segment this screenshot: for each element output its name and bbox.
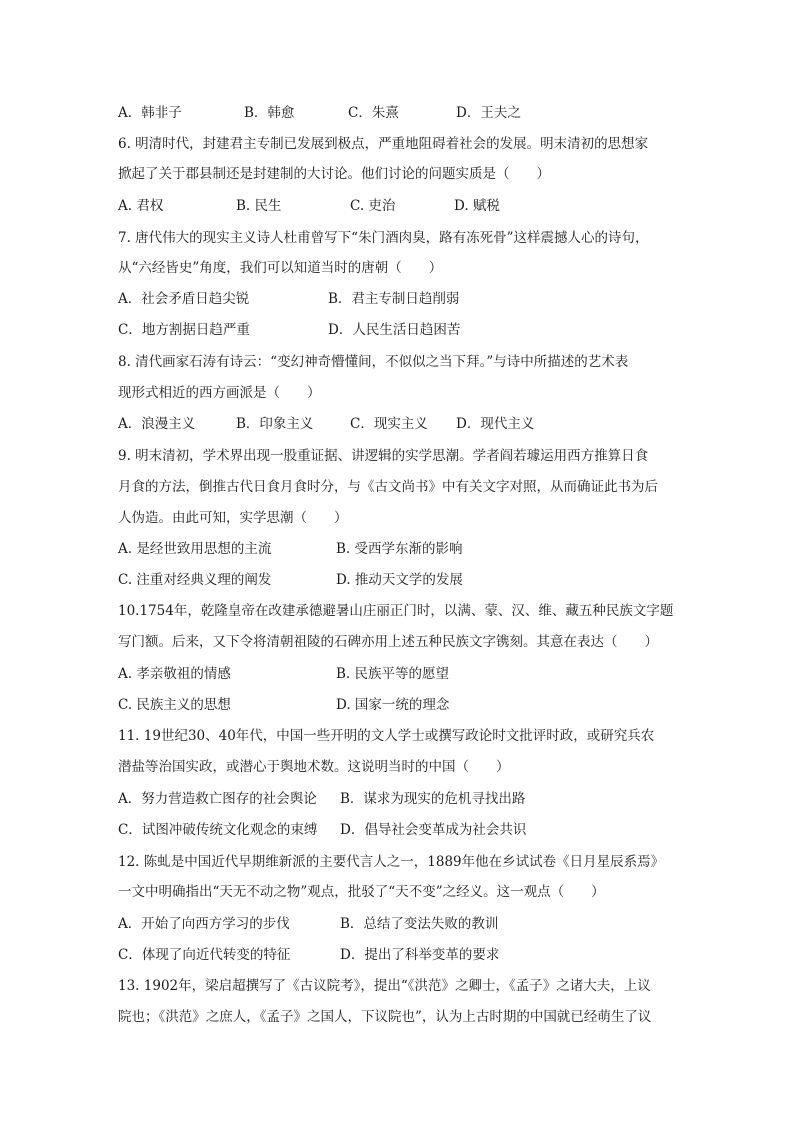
q12-stem-line-2: 一文中明确指出“天无不动之物”观点，批驳了“天不变”之经义。这一观点（ ）	[118, 884, 605, 900]
q7-stem-line-1: 7. 唐代伟大的现实主义诗人杜甫曾写下“朱门酒肉臭，路有冻死骨”这样震撼人心的诗句，	[118, 230, 649, 246]
q9-option-c: C. 注重对经典义理的阐发	[118, 572, 272, 588]
q10-option-c: C. 民族主义的思想	[118, 697, 231, 713]
q6-stem-line-1: 6. 明清时代，封建君主专制已发展到极点，严重地阻碍着社会的发展。明末清初的思想家	[118, 136, 649, 152]
q11-option-a: A．努力营造救亡图存的社会舆论	[118, 791, 317, 807]
q6-option-c: C. 吏治	[350, 198, 396, 214]
q10-option-d: D. 国家一统的理念	[336, 697, 450, 713]
q6-option-b: B. 民生	[236, 198, 282, 214]
q11-stem-line-1: 11. 19世纪30、40年代，中国一些开明的文人学士或撰写政论时文批评时政，或研究兵农	[118, 728, 655, 744]
q8-option-b: B．印象主义	[236, 416, 314, 432]
q9-option-d: D. 推动天文学的发展	[336, 572, 463, 588]
q7-option-b: B．君主专制日趋削弱	[328, 291, 460, 307]
q5-option-b: B．韩愈	[244, 105, 295, 121]
q7-option-d: D．人民生活日趋困苦	[328, 322, 461, 338]
q11-stem-line-2: 潜盐等治国实政，或潜心于舆地术数。这说明当时的中国（ ）	[118, 759, 510, 775]
q13-stem-line-2: 院也；《洪范》之庶人，《孟子》之国人，下议院也”，认为上古时期的中国就已经萌生了议	[118, 1009, 652, 1025]
q12-stem-line-1: 12. 陈虬是中国近代早期维新派的主要代言人之一，1889年他在乡试试卷《日月星辰系焉》	[118, 854, 665, 870]
q13-stem-line-1: 13. 1902年，梁启超撰写了《古议院考》，提出“《洪范》之卿士，《孟子》之诸大夫，上议	[118, 978, 651, 994]
q11-option-b: B．谋求为现实的危机寻找出路	[340, 791, 526, 807]
q10-stem-line-1: 10.1754年，乾隆皇帝在改建承德避暑山庄丽正门时，以满、蒙、汉、维、藏五种民族文字题	[118, 603, 674, 619]
q9-stem-line-2: 月食的方法，倒推古代日食月食时分，与《古文尚书》中有关文字对照，从而确证此书为后	[118, 479, 658, 495]
q10-option-a: A. 孝亲敬祖的情感	[118, 666, 231, 682]
q10-option-b: B. 民族平等的愿望	[336, 666, 450, 682]
q12-option-a: A．开始了向西方学习的步伐	[118, 916, 290, 932]
q8-option-d: D．现代主义	[456, 416, 535, 432]
q5-option-a: A．韩非子	[118, 105, 182, 121]
q8-stem-line-2: 现形式相近的西方画派是（ ）	[118, 385, 321, 401]
q9-stem-line-3: 人伪造。由此可知，实学思潮（ ）	[118, 510, 348, 526]
q11-option-d: D．倡导社会变革成为社会共识	[340, 822, 527, 838]
q12-option-b: B．总结了变法失败的教训	[340, 916, 499, 932]
q5-option-c: C．朱熹	[348, 105, 399, 121]
q12-option-d: D．提出了科举变革的要求	[340, 947, 500, 963]
q8-stem-line-1: 8. 清代画家石涛有诗云：“变幻神奇懵懂间，不似似之当下拜。”与诗中所描述的艺术表	[118, 354, 629, 370]
q12-option-c: C．体现了向近代转变的特征	[118, 947, 291, 963]
q7-stem-line-2: 从“六经皆史”角度，我们可以知道当时的唐朝（ ）	[118, 260, 443, 276]
q5-option-d: D．王夫之	[456, 105, 521, 121]
q6-option-d: D. 赋税	[454, 198, 500, 214]
q9-stem-line-1: 9. 明末清初，学术界出现一股重证据、讲逻辑的实学思潮。学者阎若璩运用西方推算日食	[118, 448, 649, 464]
q8-option-c: C．现实主义	[350, 416, 428, 432]
q9-option-b: B. 受西学东渐的影响	[336, 541, 463, 557]
q10-stem-line-2: 写门额。后来，又下令将清朝祖陵的石碑亦用上述五种民族文字镌刻。其意在表达（ ）	[118, 634, 658, 650]
q8-option-a: A．浪漫主义	[118, 416, 196, 432]
q6-option-a: A. 君权	[118, 198, 164, 214]
q6-stem-line-2: 掀起了关于郡县制还是封建制的大讨论。他们讨论的问题实质是（ ）	[118, 166, 550, 182]
q7-option-a: A．社会矛盾日趋尖锐	[118, 291, 250, 307]
q7-option-c: C．地方割据日趋严重	[118, 322, 250, 338]
q11-option-c: C．试图冲破传统文化观念的束缚	[118, 822, 318, 838]
q9-option-a: A. 是经世致用思想的主流	[118, 541, 272, 557]
